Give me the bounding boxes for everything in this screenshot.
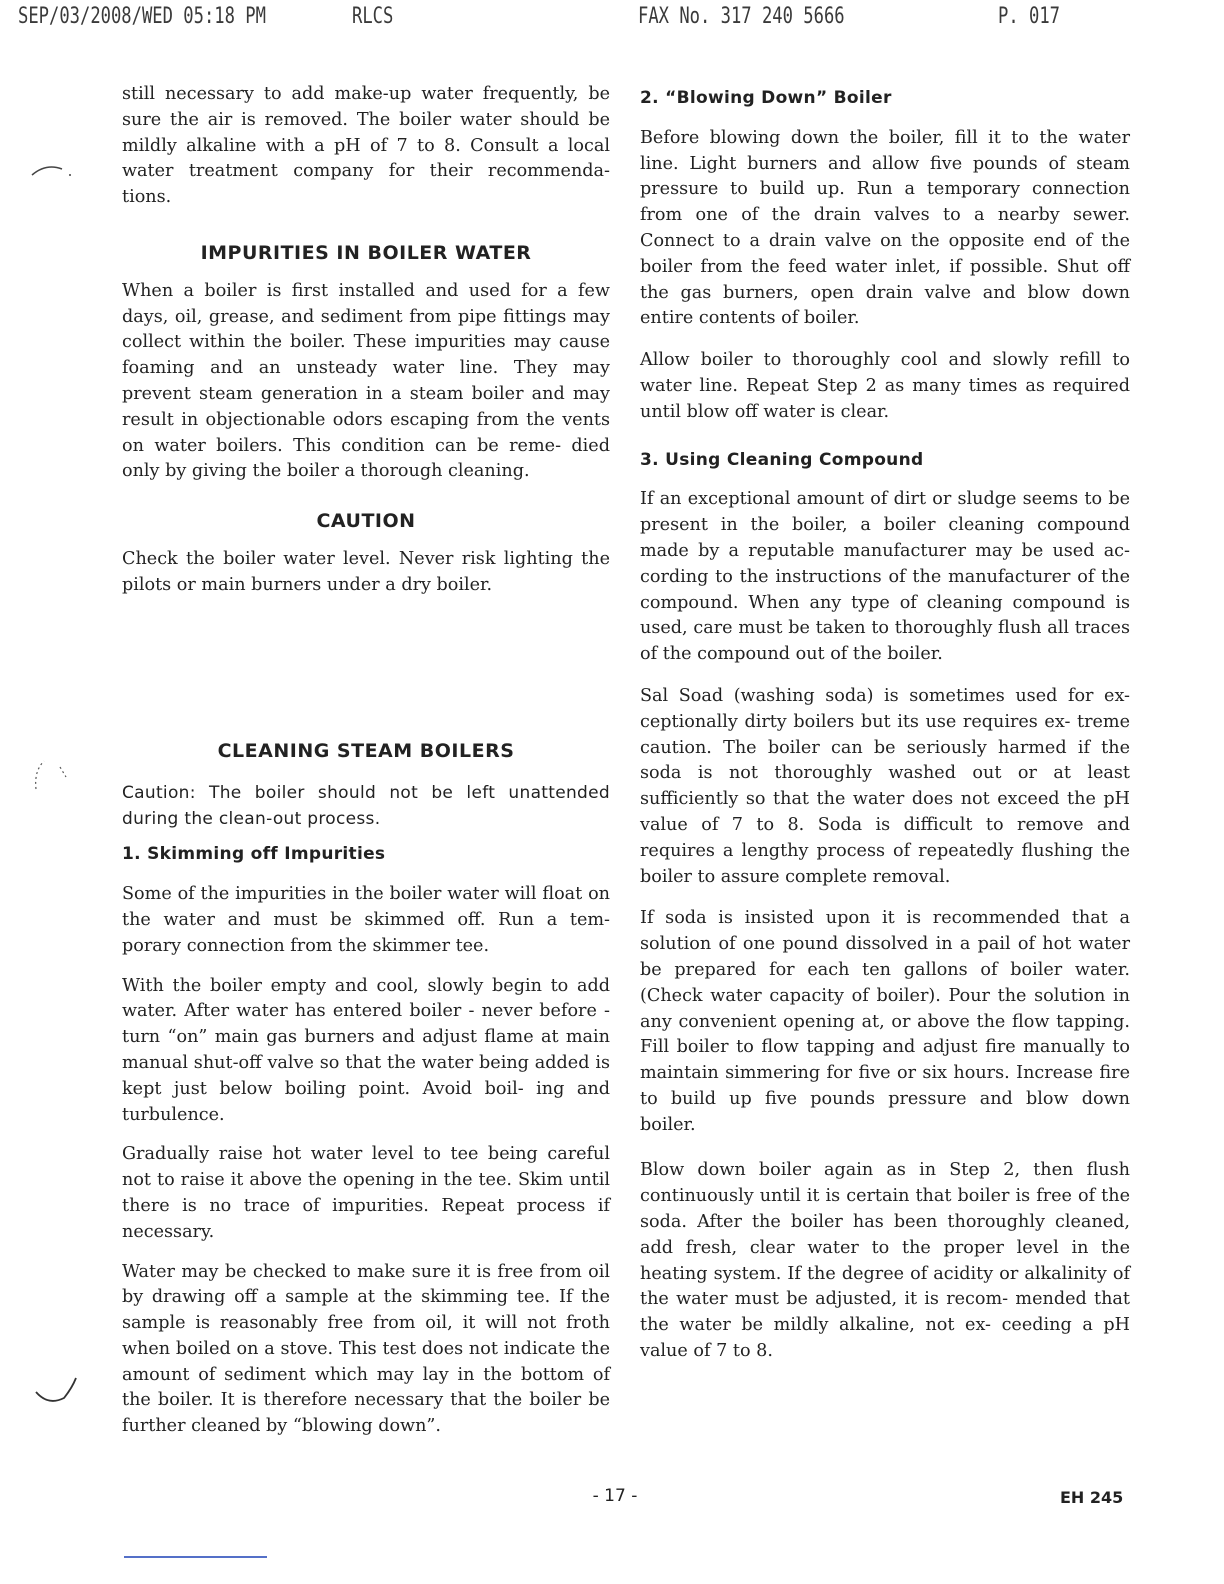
step2-paragraph: Allow boiler to thoroughly cool and slowly refill to water line. Repeat Step 2 as many times as required until blow off water is clear. xyxy=(640,350,1130,422)
cleaning-caution-note: Caution: The boiler should not be left unattended during the clean-out process. xyxy=(122,783,610,830)
punch-mark-bottom xyxy=(30,1372,80,1412)
step1-title: 1. Skimming off Impurities xyxy=(122,844,386,865)
right-column xyxy=(640,82,1130,1379)
step2-paragraph: Before blowing down the boiler, fill it to the water line. Light burners and allow five pounds of steam pressure to build up. Run a temporary connection from one of the drain valves to a nearby sewer. Connect to a drain valve on the opposite end of the boiler from the feed water inlet, if possible. Shut off the gas burners, open drain valve and blow down entire contents of boiler. xyxy=(640,127,1130,329)
step3-paragraph: If soda is insisted upon it is recommended that a solution of one pound dissolved in a pail of hot water be prepared for each ten gallons of boiler water. (Check water capacity of boiler). Pour the solution in any convenient opening at, or above the flow tapping. Fill boiler to flow tapping and adjust fire manually to maintain simmering for five or six hours. Increase fire to build up five pounds pressure and blow down boiler. xyxy=(640,908,1130,1135)
punch-mark-top xyxy=(28,155,78,185)
fax-page: P. 017 xyxy=(998,4,1060,29)
fax-date-time: SEP/03/2008/WED 05:18 PM xyxy=(18,4,266,29)
fax-number: FAX No. 317 240 5666 xyxy=(638,4,845,29)
cleaning-heading: CLEANING STEAM BOILERS xyxy=(217,739,515,762)
impurities-heading: IMPURITIES IN BOILER WATER xyxy=(200,241,532,264)
document-code: EH 245 xyxy=(1060,1488,1124,1507)
step1-paragraph: Gradually raise hot water level to tee being careful not to raise it above the opening in the tee. Skim until there is no trace of impurities. Repeat process if necessary. xyxy=(122,1144,610,1242)
step3-paragraph: Sal Soad (washing soda) is sometimes used for ex- ceptionally dirty boilers but its use requires ex- treme caution. The boiler can be seriously harmed if the soda is not thoroughly washed out or at least sufficiently so that the water does not exceed the pH value of 7 to 8. Soda is difficult to remove and requires a lengthy process of repeatedly flushing the boiler to assure complete removal. xyxy=(640,685,1130,887)
step3-paragraph: Blow down boiler again as in Step 2, then flush continuously until it is certain that boiler is free of the soda. After the boiler has been thoroughly cleaned, add fresh, clear water to the proper level in the heating system. If the degree of acidity or alkalinity of the water must be adjusted, it is recom- mended that the water be mildly alkaline, not ex- ceeding a pH value of 7 to 8. xyxy=(640,1160,1130,1362)
bottom-rule xyxy=(124,1556,267,1558)
step1-paragraph: With the boiler empty and cool, slowly begin to add water. After water has entered boiler - never before - turn “on” main gas burners and adjust flame at main manual shut-off valve so that the water being added is kept just below boiling point. Avoid boil- ing and turbulence. xyxy=(122,975,610,1125)
step3-title: 3. Using Cleaning Compound xyxy=(640,449,924,470)
step1-paragraph: Some of the impurities in the boiler water will float on the water and must be skimmed off. Run a tem- porary connection from the skimmer tee. xyxy=(122,884,610,956)
step3-paragraph: If an exceptional amount of dirt or sludge seems to be present in the boiler, a boiler cleaning compound made by a reputable manufacturer may be used ac- cording to the instructions of the manufacturer of the compound. When any type of cleaning compound is used, care must be taken to thoroughly flush all traces of the compound out of the boiler. xyxy=(640,489,1130,665)
impurities-paragraph: When a boiler is first installed and used for a few days, oil, grease, and sediment from pipe fittings may collect within the boiler. These impurities may cause foaming and an unsteady water line. They may prevent steam generation in a steam boiler and may result in objectionable odors escaping from the vents on water boilers. This condition can be reme- died only by giving the boiler a thorough cleaning. xyxy=(122,280,610,482)
fax-header xyxy=(0,2,1224,34)
fax-sender: RLCS xyxy=(352,4,394,29)
step1-paragraph: Water may be checked to make sure it is free from oil by drawing off a sample at the skimming tee. If the sample is reasonably free from oil, it will not froth when boiled on a stove. This test does not indicate the amount of sediment which may lay in the bottom of the boiler. It is therefore necessary that the boiler be further cleaned by “blowing down”. xyxy=(122,1261,610,1437)
step2-title: 2. “Blowing Down” Boiler xyxy=(640,88,892,108)
left-column xyxy=(122,82,610,1454)
caution-paragraph: Check the boiler water level. Never risk lighting the pilots or main burners under a dry boiler. xyxy=(122,548,610,595)
intro-paragraph: still necessary to add make-up water frequently, be sure the air is removed. The boiler water should be mildly alkaline with a pH of 7 to 8. Consult a local water treatment company for their recommenda- tions. xyxy=(122,84,610,208)
caution-heading: CAUTION xyxy=(316,510,416,533)
page-number: - 17 - xyxy=(592,1486,638,1506)
punch-mark-middle xyxy=(26,755,76,795)
